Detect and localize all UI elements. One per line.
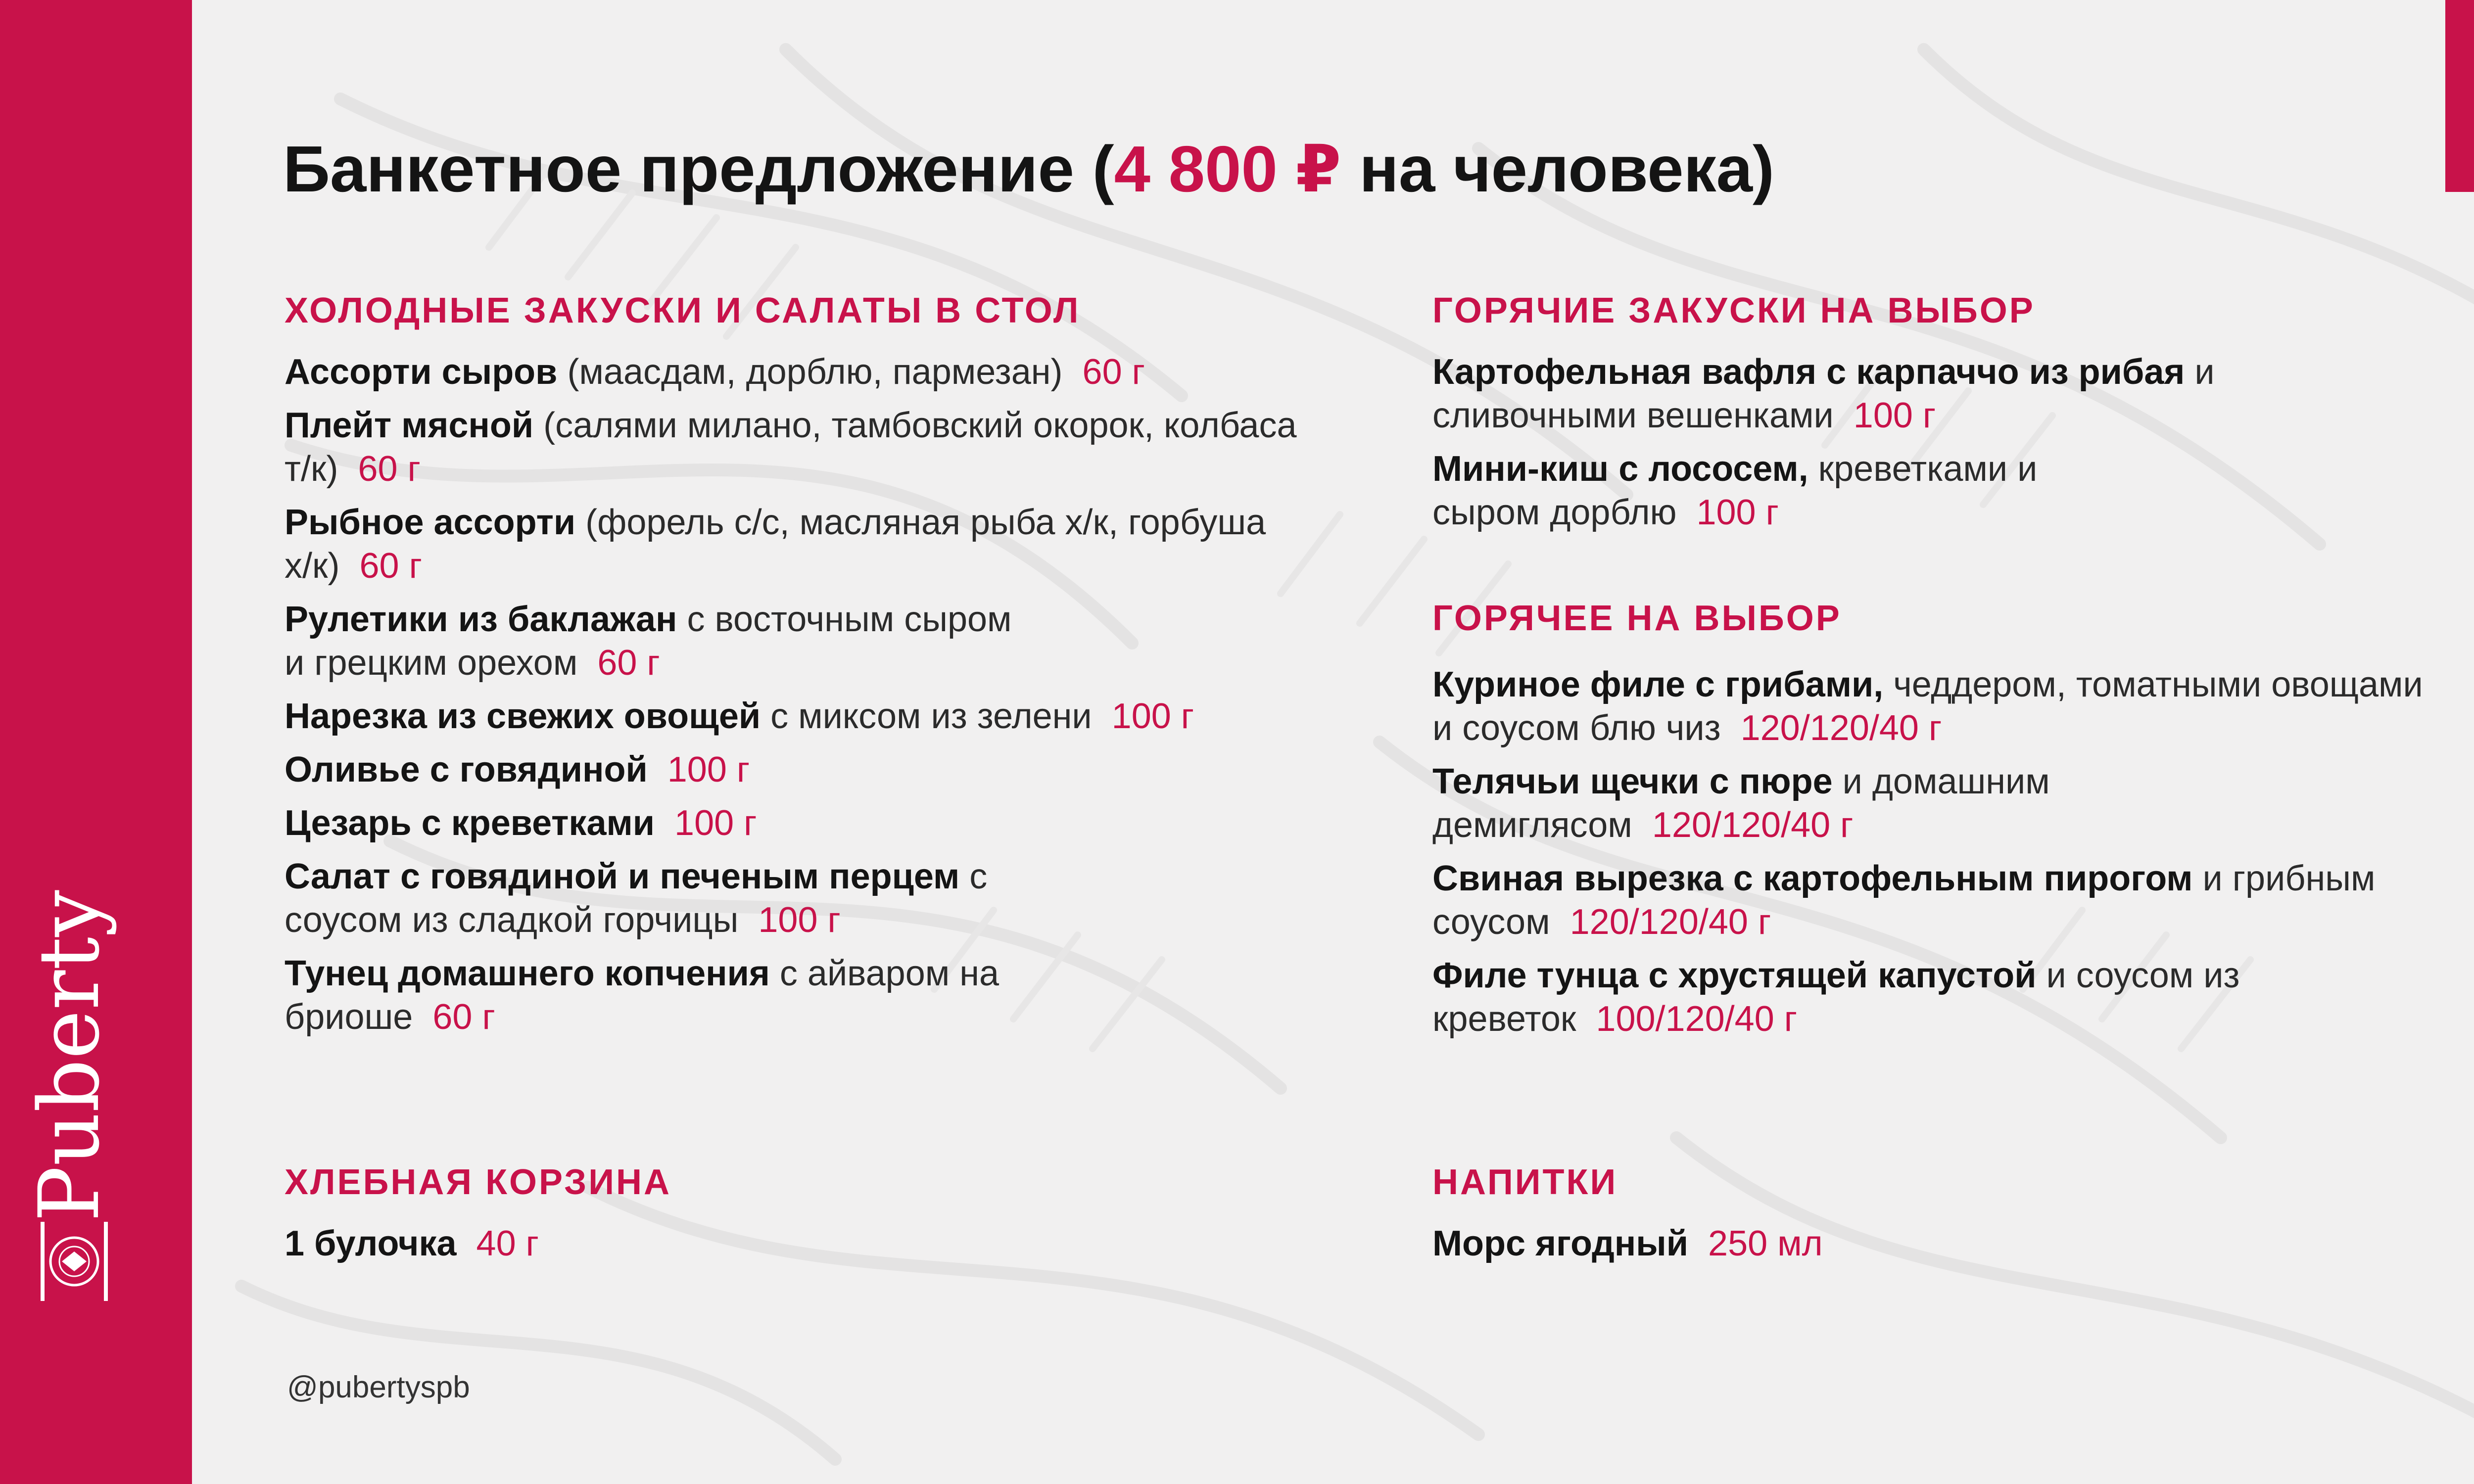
- item-desc: (маасдам, дорблю, пармезан): [557, 352, 1063, 392]
- item-name: Свиная вырезка с картофельным пирогом: [1432, 859, 2193, 898]
- section-drinks: [1432, 1158, 2323, 1265]
- item-desc: (форель с/с, масляная рыба х/к, горбуша х/к): [285, 503, 1266, 586]
- item-weight: 60 г: [1082, 352, 1145, 392]
- menu-item: [285, 598, 1027, 685]
- item-weight: 100 г: [1111, 696, 1194, 736]
- menu-item: [1432, 350, 2274, 437]
- menu-item: [1432, 1222, 2323, 1265]
- item-name: Салат с говядиной и печеным перцем: [285, 857, 960, 896]
- menu-item: [285, 404, 1314, 491]
- section-bread: [285, 1158, 1175, 1265]
- item-desc: и соусом из креветок: [1432, 956, 2240, 1039]
- menu-item: [285, 801, 1348, 845]
- item-desc: креветками и сыром дорблю: [1432, 449, 2038, 532]
- brand-logo-text: Puberty: [21, 890, 118, 1222]
- title-prefix: Банкетное предложение (: [283, 133, 1114, 205]
- item-desc: чеддером, томатными овощами и соусом блю чиз: [1432, 665, 2423, 748]
- menu-item: [1432, 760, 2175, 847]
- menu-item: [285, 952, 1086, 1039]
- item-weight: 60 г: [359, 546, 422, 586]
- section-cold-snacks: [285, 286, 1348, 1039]
- item-name: Тунец домашнего копчения: [285, 954, 770, 993]
- item-weight: 100/120/40 г: [1596, 999, 1798, 1039]
- item-desc: (салями милано, тамбовский окорок, колбаса т/к): [285, 406, 1297, 489]
- item-desc: и домашним демиглясом: [1432, 762, 2050, 845]
- page-title: [283, 130, 1774, 209]
- item-name: Ассорти сыров: [285, 352, 558, 392]
- item-weight: 250 мл: [1708, 1224, 1823, 1263]
- menu-item: [285, 350, 1348, 394]
- section-heading: ХОЛОДНЫЕ ЗАКУСКИ И САЛАТЫ В СТОЛ: [285, 291, 1081, 330]
- item-desc: и грибным соусом: [1432, 859, 2376, 942]
- menu-item: [285, 855, 1086, 942]
- section-heading: ХЛЕБНАЯ КОРЗИНА: [285, 1162, 671, 1202]
- menu-item: [1432, 857, 2432, 944]
- item-weight: 100 г: [1853, 396, 1936, 435]
- section-heading: НАПИТКИ: [1432, 1162, 1618, 1202]
- menu-item: [285, 1222, 1175, 1265]
- instagram-handle-link[interactable]: @pubertyspb: [287, 1370, 470, 1404]
- menu-item: [285, 695, 1348, 738]
- title-suffix: на человека): [1341, 133, 1774, 205]
- item-name: Нарезка из свежих овощей: [285, 696, 761, 736]
- item-weight: 120/120/40 г: [1740, 708, 1942, 748]
- item-name: Телячьи щечки с пюре: [1432, 762, 1833, 801]
- item-weight: 100 г: [674, 803, 757, 843]
- item-name: Мини-киш с лососем,: [1432, 449, 1808, 489]
- item-name: Картофельная вафля с карпаччо из рибая: [1432, 352, 2185, 392]
- item-weight: 60 г: [358, 449, 421, 489]
- item-name: Морс ягодный: [1432, 1224, 1689, 1263]
- menu-item: [1432, 447, 2115, 534]
- item-weight: 60 г: [432, 997, 495, 1037]
- item-name: Рулетики из баклажан: [285, 600, 677, 639]
- item-name: Рыбное ассорти: [285, 503, 576, 542]
- item-name: Куриное филе с грибами,: [1432, 665, 1884, 704]
- item-desc: с миксом из зелени: [761, 696, 1092, 736]
- section-hot-snacks: [1432, 286, 2274, 534]
- item-weight: 100 г: [1696, 493, 1779, 532]
- item-weight: 120/120/40 г: [1652, 805, 1854, 845]
- section-heading: ГОРЯЧИЕ ЗАКУСКИ НА ВЫБОР: [1432, 291, 2035, 330]
- item-desc: с соусом из сладкой горчицы: [285, 857, 988, 940]
- item-weight: 100 г: [667, 750, 750, 789]
- item-name: Плейт мясной: [285, 406, 534, 445]
- item-weight: 100 г: [758, 900, 841, 940]
- item-weight: 60 г: [597, 643, 660, 683]
- menu-item: [1432, 663, 2432, 750]
- item-name: 1 булочка: [285, 1224, 457, 1263]
- item-weight: 120/120/40 г: [1570, 902, 1771, 942]
- item-desc: с восточным сыром и грецким орехом: [285, 600, 1012, 683]
- item-name: Цезарь с креветками: [285, 803, 655, 843]
- menu-item: [1432, 954, 2432, 1041]
- section-hot-dishes: [1432, 594, 2432, 1041]
- menu-item: [285, 748, 1348, 791]
- price-per-person: 4 800 ₽: [1114, 133, 1341, 205]
- item-name: Филе тунца с хрустящей капустой: [1432, 956, 2037, 995]
- item-weight: 40 г: [476, 1224, 539, 1263]
- section-heading: ГОРЯЧЕЕ НА ВЫБОР: [1432, 599, 1842, 638]
- item-name: Оливье с говядиной: [285, 750, 648, 789]
- menu-item: [285, 501, 1274, 588]
- item-desc: и сливочными вешенками: [1432, 352, 2215, 435]
- item-desc: с айваром на бриоше: [285, 954, 999, 1037]
